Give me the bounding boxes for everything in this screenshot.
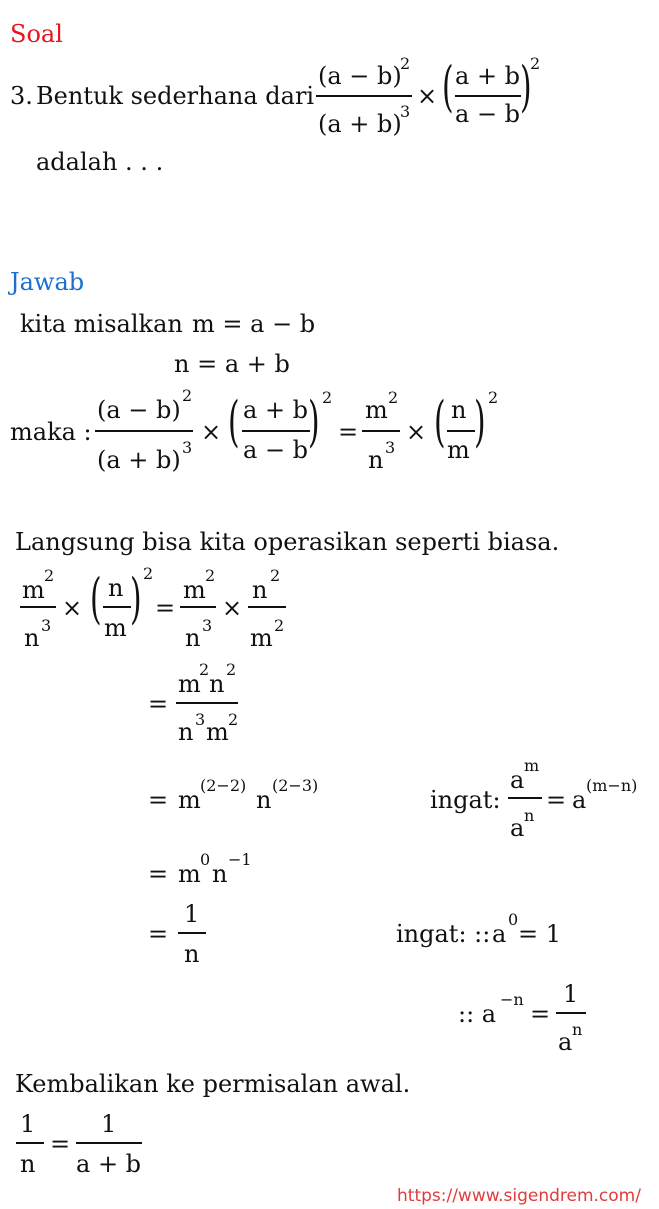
ingat3-den: a xyxy=(558,1028,573,1056)
s2-den-m: m xyxy=(206,718,229,746)
soal-heading: Soal xyxy=(10,20,63,48)
paren-exp: 2 xyxy=(488,388,499,407)
ingat2-prefix: ingat: :: xyxy=(396,920,491,948)
times-sign: × xyxy=(201,418,222,446)
lhs-num-exp: 2 xyxy=(182,386,193,405)
m-definition: m = a − b xyxy=(192,310,316,338)
ingat2-a: a xyxy=(492,920,507,948)
left-paren: ( xyxy=(434,390,446,453)
ingat1-den: a xyxy=(510,814,525,842)
ingat3-prefix: :: a xyxy=(458,1000,497,1028)
ingat1-num-exp: m xyxy=(524,756,540,775)
s2-num-m-exp: 2 xyxy=(199,660,210,679)
s1-frac3-den-exp: 3 xyxy=(202,616,213,635)
question-text: Bentuk sederhana dari xyxy=(36,82,315,110)
equals-sign: = xyxy=(50,1130,71,1158)
n-definition: n = a + b xyxy=(174,350,290,378)
fraction-bar xyxy=(16,1142,44,1144)
fraction-bar xyxy=(362,430,400,432)
mn-frac1-den: n xyxy=(368,446,384,474)
s2-num-n-exp: 2 xyxy=(226,660,237,679)
s1-frac3-num: m xyxy=(183,576,206,604)
s3-exp1: (2−2) xyxy=(200,776,247,795)
right-paren: ) xyxy=(520,55,532,118)
maka-frac2-den: a − b xyxy=(243,436,309,464)
right-paren: ) xyxy=(474,390,486,453)
s1-frac1-num: m xyxy=(22,576,45,604)
lhs-den-exp: 3 xyxy=(182,438,193,457)
left-paren: ( xyxy=(90,567,102,630)
q-frac1-num-exp: 2 xyxy=(400,54,411,73)
equals-sign: = xyxy=(338,418,359,446)
s1-frac4-num-exp: 2 xyxy=(270,566,281,585)
mn-frac1-den-exp: 3 xyxy=(385,438,396,457)
q-outer-exp: 2 xyxy=(530,54,541,73)
s1-frac4-den-exp: 2 xyxy=(274,616,285,635)
fraction-bar xyxy=(242,430,310,432)
source-url[interactable]: https://www.sigendrem.com/ xyxy=(397,1186,641,1206)
maka-frac2-num: a + b xyxy=(243,396,309,424)
question-number: 3. xyxy=(10,82,33,110)
paren-exp: 2 xyxy=(322,388,333,407)
final-rhs-den: a + b xyxy=(76,1150,142,1178)
s5-num: 1 xyxy=(184,900,200,928)
s1-frac4-num: n xyxy=(252,576,268,604)
s1-frac1-den: n xyxy=(24,624,40,652)
right-paren: ) xyxy=(308,390,320,453)
right-paren: ) xyxy=(130,567,142,630)
final-rhs-num: 1 xyxy=(101,1110,117,1138)
s1-frac3-den: n xyxy=(185,624,201,652)
mn-frac2-den: m xyxy=(447,436,470,464)
ingat1-rhs: a xyxy=(572,786,587,814)
fraction-bar xyxy=(20,606,56,608)
s3-m: m xyxy=(178,786,201,814)
mn-frac1-num: m xyxy=(365,396,388,424)
final-lhs-num: 1 xyxy=(20,1110,36,1138)
ingat3-num: 1 xyxy=(563,980,579,1008)
kembalikan-text: Kembalikan ke permisalan awal. xyxy=(15,1070,411,1098)
s1-frac2-den: m xyxy=(104,614,127,642)
fraction-bar xyxy=(447,430,475,432)
paren-exp: 2 xyxy=(143,564,154,583)
equals-sign: = xyxy=(546,786,567,814)
ingat1-den-exp: n xyxy=(524,806,535,825)
mn-frac1-num-exp: 2 xyxy=(388,388,399,407)
s1-frac1-den-exp: 3 xyxy=(41,616,52,635)
left-paren: ( xyxy=(228,390,240,453)
q-frac1-num: (a − b) xyxy=(318,62,402,90)
fraction-bar xyxy=(176,702,238,704)
equals-sign: = xyxy=(155,594,176,622)
times-sign: × xyxy=(62,594,83,622)
fraction-bar xyxy=(248,606,286,608)
fraction-bar xyxy=(103,606,131,608)
s4-n: n xyxy=(212,860,228,888)
ingat3-den-exp: n xyxy=(572,1020,583,1039)
ingat-label: ingat: xyxy=(430,786,501,814)
ingat1-rhs-exp: (m−n) xyxy=(586,776,638,795)
fraction-bar xyxy=(180,606,216,608)
left-paren: ( xyxy=(442,55,454,118)
maka-label: maka : xyxy=(10,418,92,446)
equals-sign: = xyxy=(148,860,169,888)
s2-num-m: m xyxy=(178,670,201,698)
question-tail: adalah . . . xyxy=(36,148,164,176)
s3-n: n xyxy=(256,786,272,814)
s3-exp2: (2−3) xyxy=(272,776,319,795)
s2-num-n: n xyxy=(209,670,225,698)
times-sign: × xyxy=(406,418,427,446)
let-text: kita misalkan xyxy=(20,310,183,338)
equals-sign: = xyxy=(148,786,169,814)
s4-exp1: 0 xyxy=(200,850,211,869)
s2-den-m-exp: 2 xyxy=(228,710,239,729)
ingat1-num: a xyxy=(510,766,525,794)
s4-exp2: −1 xyxy=(228,850,252,869)
equals-sign: = xyxy=(148,690,169,718)
s1-frac2-num: n xyxy=(108,574,124,602)
s4-m: m xyxy=(178,860,201,888)
lhs-num: (a − b) xyxy=(97,396,181,424)
s2-den-n: n xyxy=(178,718,194,746)
q-frac1-den-exp: 3 xyxy=(400,102,411,121)
ingat3-exp: −n xyxy=(500,990,524,1009)
jawab-heading: Jawab xyxy=(10,268,85,296)
fraction-bar xyxy=(455,95,521,97)
s1-frac1-num-exp: 2 xyxy=(44,566,55,585)
fraction-bar xyxy=(316,95,412,97)
ingat2-rhs: = 1 xyxy=(518,920,562,948)
final-lhs-den: n xyxy=(20,1150,36,1178)
q-frac2-num: a + b xyxy=(455,62,521,90)
times-sign: × xyxy=(222,594,243,622)
fraction-bar xyxy=(178,932,206,934)
s1-frac3-num-exp: 2 xyxy=(205,566,216,585)
ingat2-exp: 0 xyxy=(508,910,519,929)
lhs-den: (a + b) xyxy=(97,446,181,474)
times-sign: × xyxy=(417,82,438,110)
langsung-text: Langsung bisa kita operasikan seperti biasa. xyxy=(15,528,560,556)
mn-frac2-num: n xyxy=(451,396,467,424)
q-frac1-den: (a + b) xyxy=(318,110,402,138)
s5-den: n xyxy=(184,940,200,968)
fraction-bar xyxy=(556,1012,586,1014)
fraction-bar xyxy=(95,430,193,432)
equals-sign: = xyxy=(530,1000,551,1028)
s1-frac4-den: m xyxy=(250,624,273,652)
equals-sign: = xyxy=(148,920,169,948)
fraction-bar xyxy=(76,1142,142,1144)
fraction-bar xyxy=(508,797,542,799)
s2-den-n-exp: 3 xyxy=(195,710,206,729)
q-frac2-den: a − b xyxy=(455,100,521,128)
